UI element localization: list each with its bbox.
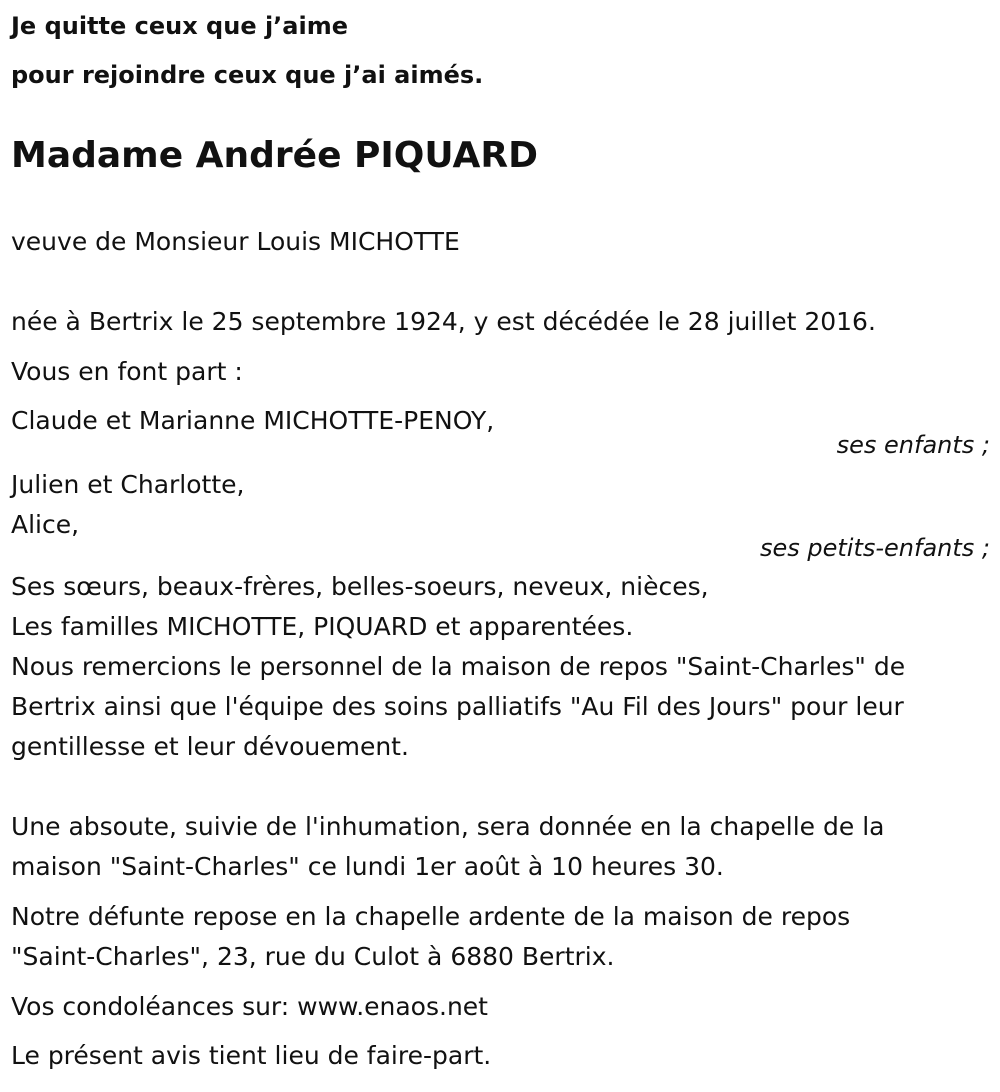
children-names: Claude et Marianne MICHOTTE-PENOY, — [11, 406, 495, 435]
ceremony-line-1: Une absoute, suivie de l'inhumation, sera donnée en la chapelle de la — [11, 812, 885, 841]
thanks-line-1: Nous remercions le personnel de la maison de repos "Saint-Charles" de — [11, 652, 906, 681]
quote-line-2: pour rejoindre ceux que j’ai aimés. — [11, 61, 484, 89]
thanks-line-2: Bertrix ainsi que l'équipe des soins palliatifs "Au Fil des Jours" pour leur — [11, 692, 904, 721]
grandchildren-name-1: Julien et Charlotte, — [11, 470, 245, 499]
repose-line-1: Notre défunte repose en la chapelle ardente de la maison de repos — [11, 902, 851, 931]
notice-statement: Le présent avis tient lieu de faire-part. — [11, 1041, 492, 1070]
quote-line-1: Je quitte ceux que j’aime — [11, 12, 349, 40]
deceased-name: Madame Andrée PIQUARD — [11, 135, 538, 176]
relatives-line-1: Ses sœurs, beaux-frères, belles-soeurs, neveux, nièces, — [11, 572, 709, 601]
thanks-line-3: gentillesse et leur dévouement. — [11, 732, 409, 761]
grandchildren-role: ses petits-enfants ; — [759, 534, 990, 562]
grandchildren-name-2: Alice, — [11, 510, 80, 539]
widow-of: veuve de Monsieur Louis MICHOTTE — [11, 227, 460, 256]
announcers-intro: Vous en font part : — [11, 357, 243, 386]
repose-line-2: "Saint-Charles", 23, rue du Culot à 6880 Bertrix. — [11, 942, 615, 971]
children-role: ses enfants ; — [836, 431, 990, 459]
relatives-line-2: Les familles MICHOTTE, PIQUARD et apparentées. — [11, 612, 634, 641]
birth-death-dates: née à Bertrix le 25 septembre 1924, y est décédée le 28 juillet 2016. — [11, 307, 876, 336]
ceremony-line-2: maison "Saint-Charles" ce lundi 1er août à 10 heures 30. — [11, 852, 724, 881]
condolences: Vos condoléances sur: www.enaos.net — [11, 992, 488, 1021]
